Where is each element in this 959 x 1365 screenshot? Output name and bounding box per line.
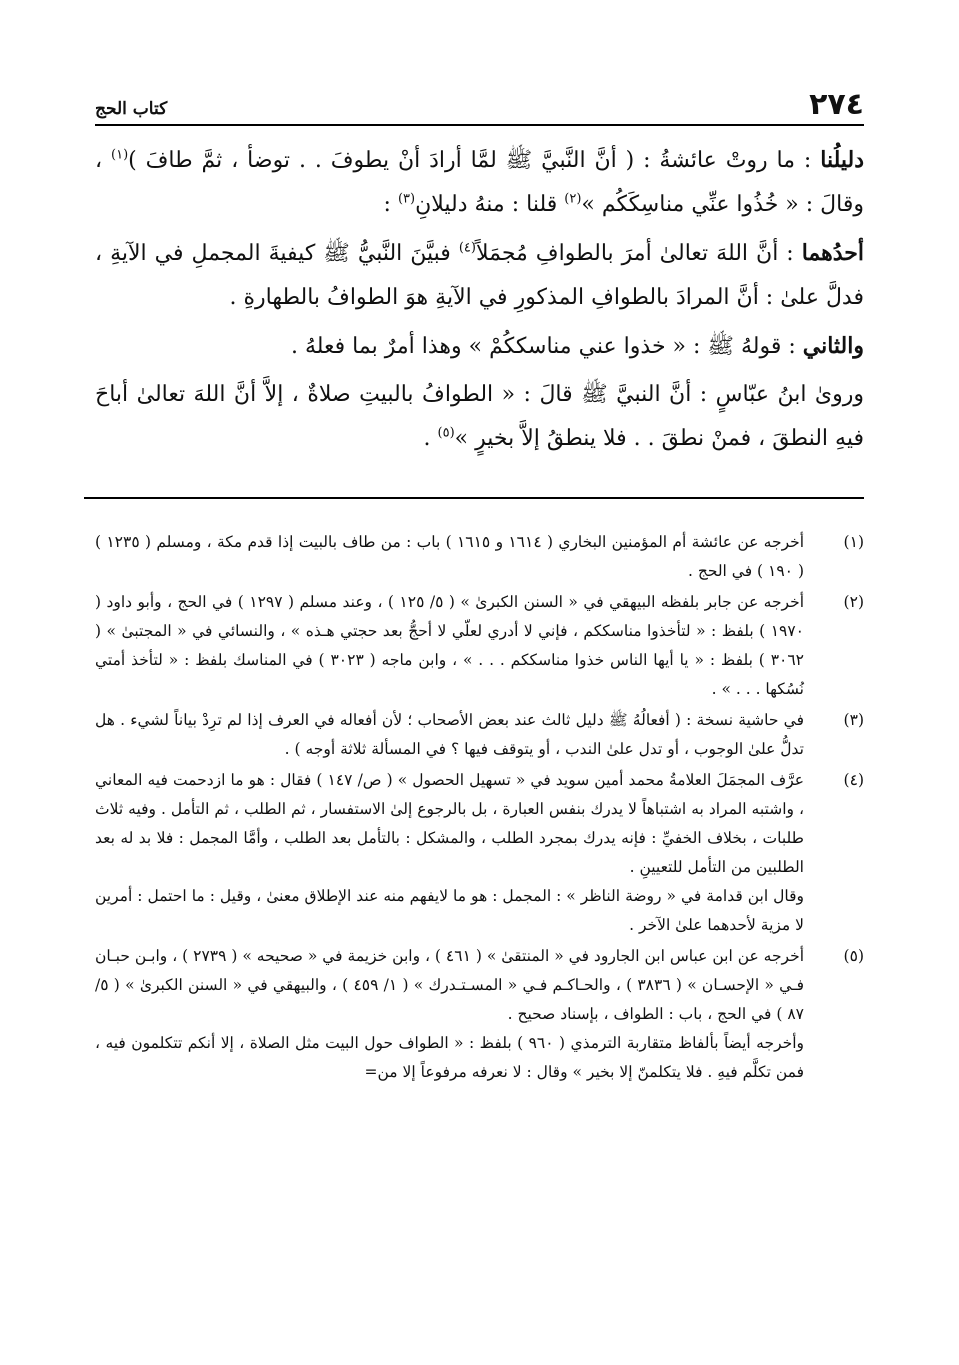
footnote-ref-3[interactable]: (٣) [397, 191, 416, 207]
paragraph-lead: دليلُنا [820, 147, 864, 173]
footnote-ref-5[interactable]: (٥) [437, 425, 455, 441]
footnote-number: (٣) [843, 711, 864, 729]
paragraph-1 [95, 138, 864, 227]
main-text [95, 138, 864, 465]
footnote-ref-2[interactable]: (٢) [564, 191, 582, 207]
paragraph-2 [95, 231, 864, 320]
footnote-text: عرَّف المجمَلَ العلامةُ محمد أمين سويد في « تسهيل الحصول » ( ص/ ١٤٧ ) فقال : هو ما ازدحمت فيه المعاني ، واشتبه المراد به اشتباهاً لا يدرك بنفس العبارة ، بل بالرجوع إلىٰ الاستفسار ، ثم الطلب ، ثم التأمل . وفيه ثلاث طلبات ، بخلاف الخفيِّ : فإنه يدرك بمجرد الطلب ، والمشكل : بالتأمل بعد الطلب ، وأمَّا المجمل : فلا بد له بعد الطلبين من التأمل للتعيينِ . [95, 771, 805, 876]
paragraph-lead: أحدُهما [801, 240, 864, 266]
paragraph-text: : [383, 192, 398, 217]
footnote-number: (٤) [843, 771, 864, 789]
page-number: ٢٧٤ [809, 87, 864, 122]
footnote-text: في حاشية نسخة : ( أفعالُهُ ﷺ دليل ثالث عند بعض الأصحاب ؛ لأن أفعاله في العرف إذا لم ترِدْ بياناً لشيء . هل تدلُّ علىٰ الوجوب ، أو تدل علىٰ الندب ، أو يتوقف فيها ؟ في المسألة ثلاثة أوجه ) . [95, 711, 804, 758]
paragraph-4 [95, 373, 864, 461]
footnotes [95, 528, 864, 1089]
footnote-separator [84, 497, 864, 499]
footnote-item [95, 528, 864, 586]
running-head: كتاب الحج [95, 99, 168, 119]
paragraph-text: . [423, 426, 438, 451]
footnote-text: أخرجه عن جابر بلفظه البيهقي في « السنن الكبرىٰ » ( ٥/ ١٢٥ ) ، وعند مسلم ( ١٢٩٧ ) في الحج ، وأبو داود ( ١٩٧٠ ) بلفظ : « لتأخذوا مناسككم ، فإني لا أدري لعلّي لا أحجُّ بعد حجتي هـذه » ، والنسائي في « المجتبىٰ » ( ٣٠٦٢ ) بلفظ : « يا أيها الناس خذوا مناسككم . . . » ، وابن ماجه ( ٣٠٢٣ ) في المناسك بلفظ : « لتأخذ أمتي نُسُكها . . . » . [95, 593, 804, 698]
paragraph-text: قلنا : منهُ دليلانِ [415, 192, 565, 217]
paragraph-text: : ما روتْ عائشةُ : ( أنَّ النَّبيَّ ﷺ لمَّا أرادَ أنْ يطوفَ . . توضأ ، ثمَّ طافَ ) [128, 148, 821, 173]
paragraph-text: ، وقالَ : « خُذُوا عنِّي مناسِكَكُم » [95, 148, 864, 217]
footnote-continuation: وأخرجه أيضاً بألفاظ متقاربة الترمذي ( ٩٦٠ ) بلفظ : « الطواف حول البيت مثل الصلاة ، إلا أنكم تتكلمون فيه ، فمن تكلَّم فيهِ . فلا يتكلمنّ إلا بخير » وقال : لا نعرفه مرفوعاً إلا من= [95, 1034, 804, 1081]
paragraph-text: : قولهُ ﷺ : « خذوا عني مناسككُمْ » وهذا أمرٌ بما فعلهُ . [290, 334, 803, 359]
footnote-ref-1[interactable]: (١) [111, 147, 129, 163]
paragraph-3 [95, 324, 864, 369]
footnote-ref-4[interactable]: (٤) [458, 240, 476, 256]
footnote-continuation: وقال ابن قدامة في « روضة الناظر » : المجمل : هو ما لايفهم منه عند الإطلاق معنىٰ ، وقيل : ما احتمل : أمرين لا مزية لأحدهما علىٰ الآخر . [95, 887, 804, 934]
paragraph-lead: والثاني [802, 333, 864, 359]
footnote-item [95, 942, 864, 1087]
footnote-text: أخرجه عن ابن عباس ابن الجارود في « المنتقىٰ » ( ٤٦١ ) ، وابن خزيمة في « صحيحه » ( ٢٧٣٩ ) ، وابـن حبـان فـي « الإحسـان » ( ٣٨٣٦ ) ، والحـاكـم فـي « المسـتـدرك » ( ١/ ٤٥٩ ) ، والبيهقي في « السنن الكبرىٰ » ( ٥/ ٨٧ ) في الحج ، باب : الطواف ، بإسناد صحيح . [95, 947, 805, 1023]
footnote-text: أخرجه عن عائشة أم المؤمنين البخاري ( ١٦١٤ و ١٦١٥ ) باب : من طاف بالبيت إذا قدم مكة ، ومسلم ( ١٢٣٥ ) ( ١٩٠ ) في الحج . [95, 533, 805, 580]
paragraph-text: فبيَّنَ النَّبيُّ ﷺ كيفيةَ المجملِ في الآيةِ ، فدلَّ علىٰ : أنَّ المرادَ بالطوافِ المذكورِ في الآيةِ هوَ الطوافُ بالطهارةِ . [95, 241, 864, 310]
footnote-item [95, 706, 864, 764]
footnote-item [95, 588, 864, 704]
paragraph-text: : أنَّ اللهَ تعالىٰ أمرَ بالطوافِ مُجمَلاً [475, 241, 802, 266]
footnote-number: (٥) [843, 947, 864, 965]
paragraph-text: وروىٰ ابنُ عبّاسٍ : أنَّ النبيَّ ﷺ قالَ : « الطوافُ بالبيتِ صلاةٌ ، إلاَّ أنَّ اللهَ تعالىٰ أباحَ فيهِ النطقَ ، فمنْ نطقَ . . فلا ينطقُ إلاَّ بخيرٍ » [95, 382, 864, 451]
footnote-number: (١) [843, 533, 864, 551]
footnote-number: (٢) [843, 593, 864, 611]
page-header [95, 84, 864, 126]
footnote-item [95, 766, 864, 940]
